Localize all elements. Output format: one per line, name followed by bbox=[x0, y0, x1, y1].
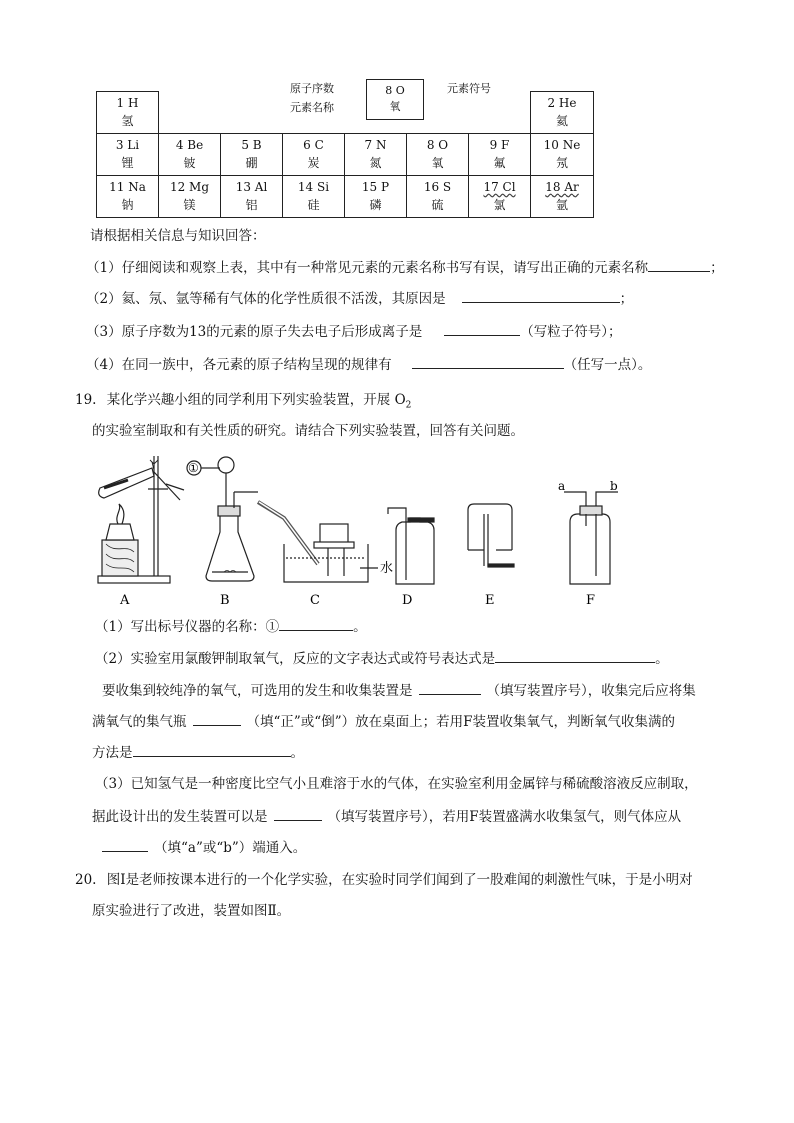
answer-blank[interactable] bbox=[648, 257, 710, 272]
element-cell bbox=[530, 175, 594, 218]
q19-line1 bbox=[75, 390, 411, 416]
q19-p8-tail: （填“a”或“b”）端通入。 bbox=[154, 840, 307, 856]
element-name: 氦 bbox=[555, 114, 568, 128]
element-name: 硼 bbox=[245, 156, 258, 170]
legend-example-name: 氧 bbox=[389, 100, 401, 113]
element-name: 氧 bbox=[431, 156, 444, 170]
apparatus-b bbox=[187, 457, 258, 581]
element-cell bbox=[344, 175, 407, 218]
element-number-symbol: 14 Si bbox=[297, 180, 330, 194]
element-number-symbol: 15 P bbox=[361, 180, 390, 194]
periodic-table bbox=[96, 91, 593, 217]
label-B: B bbox=[220, 593, 230, 608]
label-F: F bbox=[586, 593, 596, 608]
element-number-symbol: 7 N bbox=[364, 138, 387, 152]
element-name: 氟 bbox=[493, 156, 506, 170]
label-E: E bbox=[485, 593, 495, 608]
answer-blank[interactable] bbox=[412, 354, 564, 369]
q19-line-p3 bbox=[102, 680, 696, 701]
element-cell bbox=[158, 175, 221, 218]
element-number-symbol: 3 Li bbox=[115, 138, 140, 152]
q18-part3 bbox=[86, 321, 622, 342]
element-name: 氖 bbox=[555, 156, 568, 170]
element-number-symbol: 12 Mg bbox=[169, 180, 210, 194]
label-C: C bbox=[310, 593, 320, 608]
element-name: 氢 bbox=[121, 114, 134, 128]
apparatus-d bbox=[388, 508, 434, 584]
label-D: D bbox=[402, 593, 413, 608]
label-b-inlet: b bbox=[610, 479, 618, 493]
element-name: 铍 bbox=[183, 156, 196, 170]
element-cell bbox=[282, 175, 345, 218]
answer-blank[interactable] bbox=[279, 616, 353, 631]
element-cell bbox=[530, 91, 594, 134]
element-number-symbol: 8 O bbox=[426, 138, 449, 152]
q18-part1-text: （1）仔细阅读和观察上表，其中有一种常见元素的元素名称书写有误，请写出正确的元素名称 bbox=[86, 260, 649, 276]
answer-blank[interactable] bbox=[462, 288, 620, 303]
legend-element-symbol: 元素符号 bbox=[447, 82, 491, 95]
legend-example-number: 8 O bbox=[385, 84, 405, 97]
element-number-symbol: 10 Ne bbox=[543, 138, 581, 152]
element-name: 硅 bbox=[307, 198, 320, 212]
label-a-inlet: a bbox=[558, 479, 566, 493]
element-name: 铝 bbox=[245, 198, 258, 212]
answer-blank[interactable] bbox=[133, 742, 291, 757]
q19-part2-text: （2）实验室用氯酸钾制取氧气，反应的文字表达式或符号表达式是 bbox=[95, 651, 496, 667]
q18-part1 bbox=[86, 257, 724, 278]
element-cell bbox=[468, 133, 531, 176]
answer-blank[interactable] bbox=[193, 711, 241, 726]
q18-part2 bbox=[86, 288, 633, 309]
element-number-symbol: 9 F bbox=[489, 138, 510, 152]
element-number-symbol: 4 Be bbox=[175, 138, 204, 152]
q20-line2: 原实验进行了改进，装置如图Ⅱ。 bbox=[92, 903, 291, 919]
element-cell bbox=[282, 133, 345, 176]
q19-p3-tail: （填写装置序号），收集完后应将集 bbox=[486, 683, 696, 699]
q19-part2 bbox=[95, 648, 669, 669]
q18-part3-text: （3）原子序数为13的元素的原子失去电子后形成离子是 bbox=[86, 324, 423, 340]
apparatus-e bbox=[468, 504, 514, 567]
element-number-symbol: 2 He bbox=[547, 96, 577, 110]
answer-blank[interactable] bbox=[419, 680, 481, 695]
element-name: 硫 bbox=[431, 198, 444, 212]
element-number-symbol: 16 S bbox=[423, 180, 452, 194]
element-number-symbol: 18 Ar bbox=[545, 180, 579, 194]
answer-blank[interactable] bbox=[274, 806, 322, 821]
q20-line1 bbox=[75, 870, 693, 890]
element-cell bbox=[158, 133, 221, 176]
q19-line2: 的实验室制取和有关性质的研究。请结合下列实验装置，回答有关问题。 bbox=[92, 423, 524, 439]
q18-part1-tail: ； bbox=[710, 260, 724, 276]
answer-blank[interactable] bbox=[444, 321, 520, 336]
element-cell bbox=[530, 133, 594, 176]
element-number-symbol: 6 C bbox=[303, 138, 324, 152]
q18-part4 bbox=[86, 354, 651, 375]
apparatus-a bbox=[98, 456, 184, 583]
q19-part1 bbox=[95, 616, 367, 637]
element-cell bbox=[220, 175, 283, 218]
q19-p4-tail: （填“正”或“倒”）放在桌面上；若用F装置收集氧气，判断氧气收集满的 bbox=[246, 714, 675, 730]
q19-part1-tail: 。 bbox=[353, 619, 367, 635]
element-cell bbox=[406, 175, 469, 218]
element-name: 氯 bbox=[493, 198, 506, 212]
element-cell bbox=[344, 133, 407, 176]
q19-line-p8 bbox=[102, 837, 306, 858]
q19-line-p4 bbox=[92, 711, 675, 732]
q18-part2-text: （2）氦、氖、氩等稀有气体的化学性质很不活泼，其原因是 bbox=[86, 291, 446, 307]
q19-p4-text: 满氧气的集气瓶 bbox=[92, 714, 187, 730]
instruction-text: 请根据相关信息与知识回答： bbox=[90, 228, 266, 244]
element-cell bbox=[220, 133, 283, 176]
q18-part4-text: （4）在同一族中，各元素的原子结构呈现的规律有 bbox=[86, 357, 392, 373]
answer-blank[interactable] bbox=[102, 837, 148, 852]
circle-label: ① bbox=[188, 461, 199, 475]
element-cell bbox=[96, 91, 159, 134]
q19-p5-tail: 。 bbox=[290, 745, 304, 761]
element-name: 氩 bbox=[555, 198, 568, 212]
q19-line-p6: （3）已知氢气是一种密度比空气小且难溶于水的气体，在实验室利用金属锌与稀硫酸溶液反应制取， bbox=[95, 776, 698, 792]
q19-number: 19. bbox=[75, 392, 97, 408]
element-cell bbox=[468, 175, 531, 218]
q20-text1: 图Ⅰ是老师按课本进行的一个化学实验，在实验时同学们闻到了一股难闻的刺激性气味，于是小明对 bbox=[106, 872, 693, 888]
element-number-symbol: 5 B bbox=[241, 138, 262, 152]
q19-p7-tail: （填写装置序号），若用F装置盛满水收集氢气，则气体应从 bbox=[327, 809, 682, 825]
element-cell bbox=[96, 133, 159, 176]
element-name: 镁 bbox=[183, 198, 196, 212]
element-name: 锂 bbox=[121, 156, 134, 170]
q19-part1-text: （1）写出标号仪器的名称：① bbox=[95, 619, 280, 635]
label-A: A bbox=[120, 593, 130, 608]
q19-line-p7 bbox=[92, 806, 681, 827]
q20-number: 20. bbox=[75, 872, 97, 888]
element-cell bbox=[96, 175, 159, 218]
q19-p5-text: 方法是 bbox=[92, 745, 133, 761]
element-number-symbol: 13 Al bbox=[235, 180, 268, 194]
apparatus-f bbox=[564, 492, 618, 584]
subscript-2: 2 bbox=[405, 400, 412, 411]
element-number-symbol: 17 Cl bbox=[483, 180, 516, 194]
apparatus-figure bbox=[88, 448, 648, 613]
answer-blank[interactable] bbox=[495, 648, 655, 663]
q19-text1: 某化学兴趣小组的同学利用下列实验装置，开展 O bbox=[106, 392, 406, 408]
element-cell bbox=[406, 133, 469, 176]
legend-atomic-number: 原子序数 bbox=[290, 82, 334, 95]
element-name: 氮 bbox=[369, 156, 382, 170]
q18-part2-tail: ； bbox=[619, 291, 634, 307]
water-label: 水 bbox=[380, 561, 394, 576]
q19-p7-text: 据此设计出的发生装置可以是 bbox=[92, 809, 268, 825]
element-number-symbol: 11 Na bbox=[109, 180, 146, 194]
element-name: 磷 bbox=[369, 198, 382, 212]
element-number-symbol: 1 H bbox=[116, 96, 139, 110]
element-name: 钠 bbox=[121, 198, 134, 212]
q19-part2-tail: 。 bbox=[655, 651, 669, 667]
q19-p3-text: 要收集到较纯净的氧气，可选用的发生和收集装置是 bbox=[102, 683, 413, 699]
legend-element-name: 元素名称 bbox=[290, 101, 334, 114]
q18-part4-tail: （任写一点）。 bbox=[563, 357, 652, 373]
q18-part3-tail: （写粒子符号）； bbox=[520, 324, 622, 340]
apparatus-c bbox=[258, 502, 378, 582]
element-name: 炭 bbox=[307, 156, 320, 170]
q19-line-p5 bbox=[92, 742, 304, 763]
